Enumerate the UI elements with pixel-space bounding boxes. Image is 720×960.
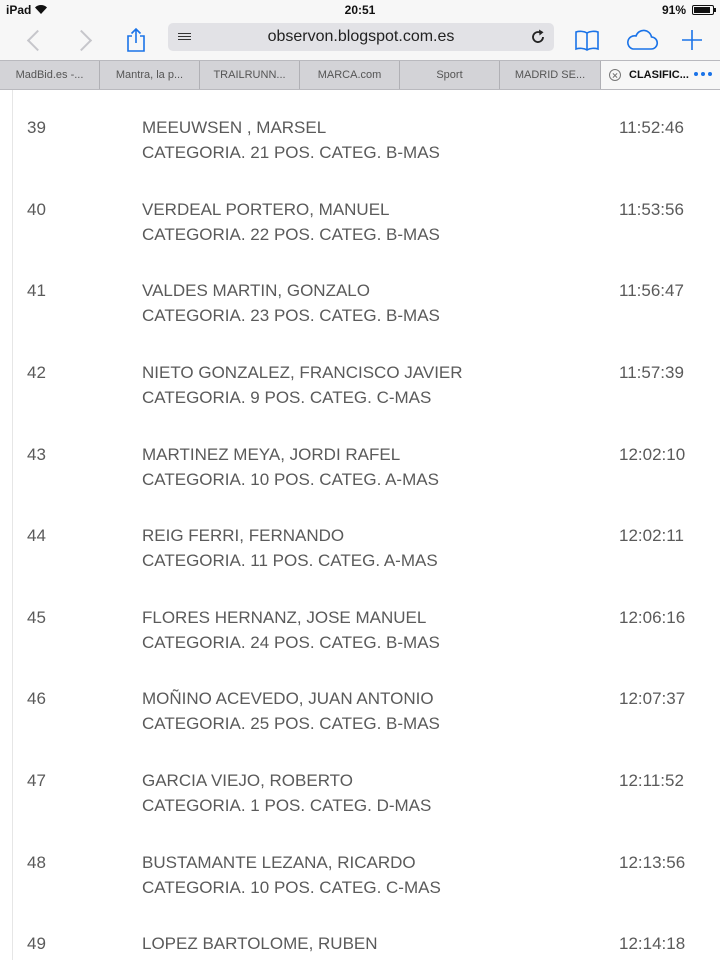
tab-label: MARCA.com <box>317 69 382 81</box>
runner-name: MEEUWSEN , MARSEL <box>142 118 327 137</box>
tab-marca[interactable] <box>300 61 400 89</box>
runner-category: CATEGORIA. 1 POS. CATEG. D-MAS <box>142 796 432 815</box>
runner-name: VALDES MARTIN, GONZALO <box>142 281 370 300</box>
runner-category: CATEGORIA. 10 POS. CATEG. A-MAS <box>142 470 439 489</box>
result-row <box>0 281 720 363</box>
finish-time: 12:06:16 <box>619 608 686 627</box>
result-row <box>0 608 720 690</box>
result-position: 43 <box>27 445 46 464</box>
runner-category: CATEGORIA. 10 POS. CATEG. C-MAS <box>142 878 441 897</box>
result-row <box>0 853 720 935</box>
reload-icon[interactable] <box>528 27 548 47</box>
tab-clasificacion[interactable] <box>601 61 720 89</box>
battery-icon <box>692 5 714 15</box>
runner-name: LOPEZ BARTOLOME, RUBEN <box>142 934 378 953</box>
tab-label: TRAILRUNN... <box>213 69 286 81</box>
battery-percent: 91% <box>661 3 686 17</box>
chevron-left-icon <box>26 29 47 50</box>
result-position: 48 <box>27 853 46 872</box>
result-position: 41 <box>27 281 46 300</box>
runner-category: CATEGORIA. 11 POS. CATEG. A-MAS <box>142 551 438 570</box>
result-position: 46 <box>27 689 46 708</box>
result-position: 42 <box>27 363 46 382</box>
result-position: 39 <box>27 118 46 137</box>
runner-category: CATEGORIA. 21 POS. CATEG. B-MAS <box>142 143 440 162</box>
plus-icon <box>681 29 703 51</box>
runner-name: GARCIA VIEJO, ROBERTO <box>142 771 353 790</box>
result-row <box>0 200 720 282</box>
runner-name: BUSTAMANTE LEZANA, RICARDO <box>142 853 416 872</box>
tab-sport[interactable] <box>400 61 500 89</box>
runner-name: VERDEAL PORTERO, MANUEL <box>142 200 390 219</box>
finish-time: 12:02:11 <box>619 526 684 545</box>
new-tab-button[interactable] <box>672 20 712 60</box>
runner-category: CATEGORIA. 24 POS. CATEG. B-MAS <box>142 633 440 652</box>
tab-label: Sport <box>436 69 463 81</box>
tab-label: CLASIFIC... <box>629 69 689 81</box>
result-position: 40 <box>27 200 46 219</box>
result-position: 47 <box>27 771 46 790</box>
more-tabs-icon[interactable] <box>694 72 712 76</box>
status-bar <box>0 0 720 20</box>
runner-name: MOÑINO ACEVEDO, JUAN ANTONIO <box>142 689 434 708</box>
finish-time: 11:57:39 <box>619 363 684 382</box>
finish-time: 12:02:10 <box>619 445 686 464</box>
runner-category: CATEGORIA. 9 POS. CATEG. C-MAS <box>142 388 432 407</box>
runner-name: FLORES HERNANZ, JOSE MANUEL <box>142 608 427 627</box>
share-icon <box>125 27 147 53</box>
battery-fill <box>694 7 710 13</box>
tab-label: MadBid.es -... <box>15 69 84 81</box>
tab-madrid[interactable] <box>500 61 601 89</box>
icloud-tabs-button[interactable] <box>622 20 662 60</box>
runner-category: CATEGORIA. 23 POS. CATEG. B-MAS <box>142 306 440 325</box>
runner-category: CATEGORIA. 22 POS. CATEG. B-MAS <box>142 225 440 244</box>
finish-time: 12:14:18 <box>619 934 686 953</box>
runner-name: REIG FERRI, FERNANDO <box>142 526 345 545</box>
result-row <box>0 526 720 608</box>
finish-time: 11:53:56 <box>619 200 684 219</box>
runner-name: MARTINEZ MEYA, JORDI RAFEL <box>142 445 401 464</box>
close-tab-icon[interactable] <box>609 69 621 81</box>
finish-time: 12:11:52 <box>619 771 684 790</box>
tab-trailrunning[interactable] <box>200 61 300 89</box>
url-text[interactable]: observon.blogspot.com.es <box>267 28 455 45</box>
chevron-right-icon <box>70 29 91 50</box>
cloud-icon <box>625 29 659 51</box>
tab-bar <box>0 60 720 90</box>
result-row <box>0 771 720 853</box>
tab-label: MADRID SE... <box>514 69 586 81</box>
finish-time: 11:52:46 <box>619 118 684 137</box>
browser-toolbar <box>0 20 720 60</box>
bookmarks-button[interactable] <box>567 20 607 60</box>
finish-time: 12:13:56 <box>619 853 686 872</box>
result-row <box>0 934 720 960</box>
tab-madbid[interactable] <box>0 61 100 89</box>
book-icon <box>574 29 600 51</box>
device-name: iPad <box>6 3 32 17</box>
result-position: 49 <box>27 934 46 953</box>
result-row <box>0 363 720 445</box>
finish-time: 11:56:47 <box>619 281 684 300</box>
status-time: 20:51 <box>344 3 376 17</box>
finish-time: 12:07:37 <box>619 689 686 708</box>
back-button[interactable] <box>14 20 54 60</box>
result-row <box>0 689 720 771</box>
page-content[interactable] <box>0 90 720 960</box>
forward-button[interactable] <box>64 20 104 60</box>
runner-category: CATEGORIA. 25 POS. CATEG. B-MAS <box>142 714 440 733</box>
address-bar[interactable] <box>168 23 554 51</box>
result-row <box>0 445 720 527</box>
share-button[interactable] <box>116 20 156 60</box>
tab-label: Mantra, la p... <box>115 69 184 81</box>
runner-name: NIETO GONZALEZ, FRANCISCO JAVIER <box>142 363 463 382</box>
result-position: 45 <box>27 608 46 627</box>
result-row <box>0 118 720 200</box>
result-position: 44 <box>27 526 46 545</box>
tab-mantra[interactable] <box>100 61 200 89</box>
